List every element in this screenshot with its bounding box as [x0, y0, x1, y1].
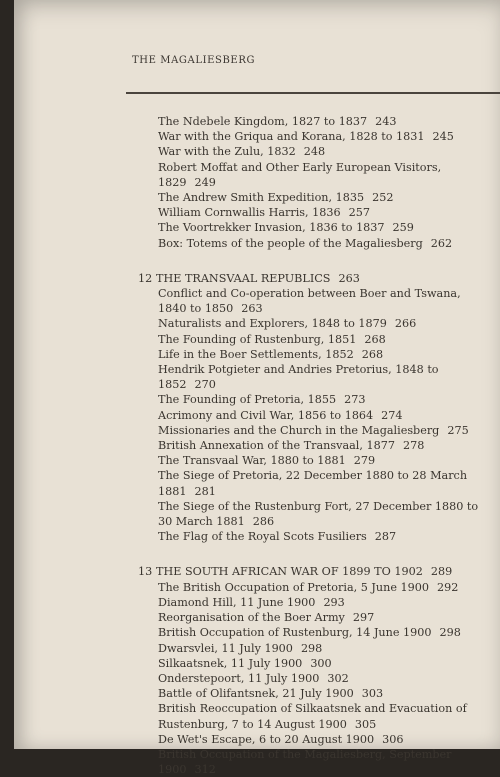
- toc-entry-title: War with the Zulu, 1832: [158, 145, 296, 159]
- chapter-heading: [138, 271, 488, 286]
- toc-entry-title: Box: Totems of the people of the Magaliesberg: [158, 236, 423, 250]
- toc-entry-page-number: 263: [241, 302, 263, 316]
- toc-entry-page-number: 275: [447, 423, 469, 437]
- toc-entry-title: The Founding of Pretoria, 1855: [158, 393, 337, 407]
- toc-entry-page-number: 249: [194, 175, 216, 189]
- toc-entry-page-number: 243: [375, 115, 397, 128]
- toc-entry-title: Hendrik Potgieter and Andries Pretorius, 1848 to 1852: [158, 363, 439, 392]
- toc-entry-page-number: 303: [361, 687, 384, 701]
- toc-entry: [158, 610, 488, 625]
- toc-entry: [158, 747, 488, 777]
- toc-entry: [158, 595, 488, 610]
- toc-entry: [158, 423, 488, 438]
- toc-entry: [158, 701, 488, 731]
- toc-entry: [158, 205, 488, 220]
- toc-entry-title: British Reoccupation of Silkaatsnek and Evacuation of Rustenburg, 7 to 14 August 1900: [158, 702, 467, 731]
- toc-entry-page-number: 270: [194, 378, 216, 392]
- toc-entry-page-number: 252: [372, 191, 394, 205]
- toc-entry-title: Silkaatsnek, 11 July 1900: [158, 656, 303, 670]
- toc-entry-page-number: 259: [392, 221, 414, 235]
- toc-entry-page-number: 262: [430, 236, 453, 250]
- toc-entry-page-number: 298: [439, 626, 461, 640]
- toc-entry-title: Diamond Hill, 11 June 1900: [158, 595, 316, 609]
- toc-entry: [158, 686, 488, 701]
- toc-entry: [158, 144, 488, 159]
- toc-entry: [158, 114, 488, 129]
- toc-entry-title: The Founding of Rustenburg, 1851: [158, 332, 357, 346]
- toc-entry-title: Life in the Boer Settlements, 1852: [158, 347, 354, 361]
- toc-entry-page-number: 287: [374, 530, 397, 544]
- toc-entry-title: Acrimony and Civil War, 1856 to 1864: [158, 408, 374, 422]
- toc-entry-title: Onderstepoort, 11 July 1900: [158, 671, 320, 685]
- chapter-number: 13: [138, 565, 153, 579]
- toc-entry: [158, 362, 488, 392]
- toc-entry-title: The British Occupation of Pretoria, 5 June 1900: [158, 580, 429, 594]
- toc-entry-page-number: 268: [364, 332, 386, 346]
- toc-entry: [158, 438, 488, 453]
- toc-entry: [158, 671, 488, 686]
- toc-entry-page-number: 273: [344, 393, 366, 407]
- toc-entry-page-number: 298: [300, 641, 323, 655]
- toc-entry-title: Robert Moffat and Other Early European Visitors, 1829: [158, 160, 442, 189]
- toc-entry-page-number: 248: [303, 145, 326, 159]
- toc-entry-page-number: 268: [361, 347, 384, 361]
- toc-entry-page-number: 292: [436, 580, 459, 594]
- toc-entry-title: The Siege of Pretoria, 22 December 1880 to 28 March 1881: [158, 469, 468, 498]
- toc-entry: [158, 625, 488, 640]
- toc-entry-page-number: 281: [194, 484, 216, 498]
- toc-entry-title: De Wet's Escape, 6 to 20 August 1900: [158, 732, 375, 746]
- toc-entry-page-number: 293: [323, 595, 345, 609]
- toc-entry-title: The Flag of the Royal Scots Fusiliers: [158, 530, 367, 544]
- toc-entry-title: Dwarsvlei, 11 July 1900: [158, 641, 293, 655]
- toc-entry-page-number: 305: [354, 717, 377, 731]
- toc-entry-title: British Occupation of the Magaliesberg, September 1900: [158, 747, 452, 777]
- toc-entry: [158, 529, 488, 544]
- toc-entry: [158, 499, 488, 529]
- header-rule: [126, 92, 500, 94]
- toc-entry-page-number: 286: [252, 515, 275, 529]
- toc-entry: [158, 656, 488, 671]
- toc-entry-page-number: 312: [194, 763, 216, 777]
- toc-entry-page-number: 300: [310, 656, 332, 670]
- toc-entry-title: British Annexation of the Transvaal, 1877: [158, 439, 395, 453]
- chapter-number: 12: [138, 271, 153, 285]
- toc-entry: [158, 580, 488, 595]
- chapter-heading: [138, 564, 488, 579]
- toc-entry: [158, 453, 488, 468]
- toc-entry-page-number: 279: [353, 454, 376, 468]
- toc-entry-page-number: 278: [402, 439, 425, 453]
- toc-entry: [158, 316, 488, 331]
- chapter-title: THE SOUTH AFRICAN WAR OF 1899 TO 1902: [156, 565, 423, 579]
- toc-entry-page-number: 266: [394, 317, 417, 331]
- toc-entry-title: British Occupation of Rustenburg, 14 June 1900: [158, 626, 432, 640]
- chapter-title: THE TRANSVAAL REPUBLICS: [156, 271, 331, 285]
- toc-entry-page-number: 257: [348, 206, 370, 220]
- toc-entry: [158, 236, 488, 251]
- toc-entry: [158, 286, 488, 316]
- toc-entry: [158, 408, 488, 423]
- toc-entry-title: War with the Griqua and Korana, 1828 to 1831: [158, 130, 425, 144]
- toc-entry: [158, 641, 488, 656]
- toc-entry: [158, 392, 488, 407]
- toc-entry-title: Reorganisation of the Boer Army: [158, 611, 345, 625]
- toc-entry-page-number: 306: [382, 732, 404, 746]
- toc-entry-title: The Ndebele Kingdom, 1827 to 1837: [158, 115, 368, 128]
- toc-entry-title: William Cornwallis Harris, 1836: [158, 206, 341, 220]
- toc-entry: [158, 347, 488, 362]
- toc-entry: [158, 220, 488, 235]
- toc-entry-title: The Transvaal War, 1880 to 1881: [158, 454, 346, 468]
- toc-entry-page-number: 274: [381, 408, 403, 422]
- table-of-contents: [14, 114, 500, 777]
- chapter-page-number: 263: [338, 271, 360, 285]
- toc-entry-page-number: 297: [352, 611, 375, 625]
- toc-entry: [158, 190, 488, 205]
- toc-entry-title: The Andrew Smith Expedition, 1835: [158, 191, 365, 205]
- toc-entry: [158, 160, 488, 190]
- toc-entry: [158, 468, 488, 498]
- toc-entry-title: The Voortrekker Invasion, 1836 to 1837: [158, 221, 385, 235]
- toc-entry-page-number: 245: [432, 130, 454, 144]
- running-head: THE MAGALIESBERG: [132, 55, 256, 66]
- toc-entry-title: Naturalists and Explorers, 1848 to 1879: [158, 317, 387, 331]
- toc-entry-title: Conflict and Co-operation between Boer and Tswana, 1840 to 1850: [158, 287, 461, 316]
- toc-entry-page-number: 302: [327, 671, 349, 685]
- book-page: [14, 0, 500, 777]
- toc-entry-title: The Siege of the Rustenburg Fort, 27 December 1880 to 30 March 1881: [158, 499, 479, 529]
- chapter-page-number: 289: [430, 565, 453, 579]
- toc-entry-title: Battle of Olifantsnek, 21 July 1900: [158, 687, 354, 701]
- toc-entry: [158, 332, 488, 347]
- toc-entry: [158, 129, 488, 144]
- toc-entry-title: Missionaries and the Church in the Magaliesberg: [158, 423, 440, 437]
- toc-entry: [158, 732, 488, 747]
